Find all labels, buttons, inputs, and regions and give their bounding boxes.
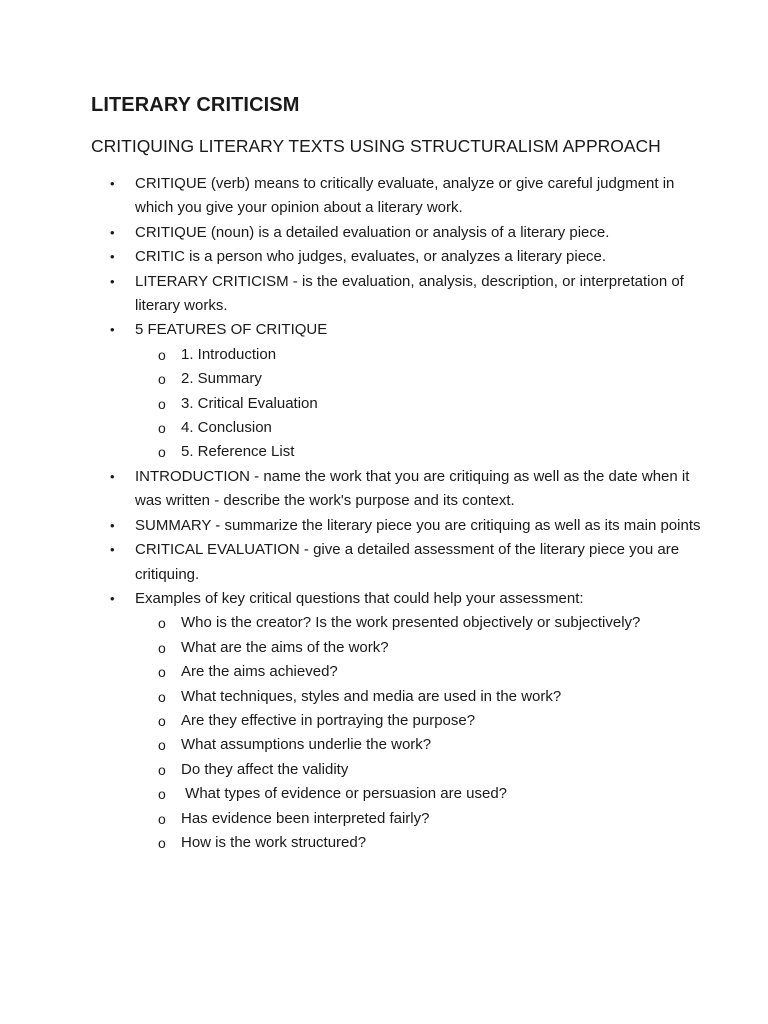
list-item-text: CRITIQUE (noun) is a detailed evaluation or analysis of a literary piece. <box>135 223 610 241</box>
circle-bullet-icon: o <box>158 420 166 437</box>
circle-bullet-icon: o <box>158 761 166 778</box>
sub-list-item-text: Who is the creator? Is the work presented objectively or subjectively? <box>181 614 641 632</box>
circle-bullet-icon: o <box>158 810 166 827</box>
circle-bullet-icon: o <box>158 371 166 388</box>
circle-bullet-icon: o <box>158 688 166 705</box>
sub-list-item <box>135 733 710 757</box>
bullet-icon: • <box>110 224 115 240</box>
circle-bullet-icon: o <box>158 444 166 461</box>
bullet-icon: • <box>110 542 115 558</box>
bullet-icon: • <box>110 273 115 289</box>
sub-list-item <box>135 636 710 660</box>
list-item <box>110 465 710 514</box>
sub-list-item-text: Do they affect the validity <box>181 760 349 778</box>
sub-list-item-text: What techniques, styles and media are used in the work? <box>181 687 562 705</box>
sub-list-item <box>135 758 710 782</box>
sub-list-item-text: What assumptions underlie the work? <box>181 736 432 754</box>
sub-list-item-text: 3. Critical Evaluation <box>181 394 318 412</box>
circle-bullet-icon: o <box>158 786 166 803</box>
list-item <box>110 221 710 245</box>
list-item-text: INTRODUCTION - name the work that you are critiquing as well as the date when it was written - describe the work's purpose and its context. <box>135 467 690 510</box>
sub-list-item <box>135 807 710 831</box>
sub-list-item-text: 1. Introduction <box>181 345 277 363</box>
sub-list-item <box>135 416 710 440</box>
list-item-text: Examples of key critical questions that could help your assessment: <box>135 589 584 607</box>
sub-list-item-text: 5. Reference List <box>181 443 295 461</box>
bullet-list <box>110 172 710 855</box>
sub-list-item-text: 4. Conclusion <box>181 419 272 437</box>
document-body <box>110 172 710 855</box>
list-item-text: LITERARY CRITICISM - is the evaluation, analysis, description, or interpretation of literary works. <box>135 272 684 315</box>
circle-bullet-icon: o <box>158 615 166 632</box>
sub-list-item <box>135 685 710 709</box>
sub-list-item <box>135 709 710 733</box>
sub-list-item-text: Are they effective in portraying the purpose? <box>181 711 476 729</box>
list-item <box>110 245 710 269</box>
bullet-icon: • <box>110 517 115 533</box>
sub-list-item <box>135 367 710 391</box>
circle-bullet-icon: o <box>158 395 166 412</box>
circle-bullet-icon: o <box>158 737 166 754</box>
list-item-text: SUMMARY - summarize the literary piece you are critiquing as well as its main points <box>135 516 701 534</box>
list-item <box>110 318 710 464</box>
circle-bullet-icon: o <box>158 712 166 729</box>
list-item <box>110 270 710 319</box>
circle-bullet-icon: o <box>158 664 166 681</box>
sub-list <box>135 343 710 465</box>
bullet-icon: • <box>110 249 115 265</box>
sub-list-item-text: What are the aims of the work? <box>181 638 389 656</box>
list-item-text: 5 FEATURES OF CRITIQUE <box>135 321 328 339</box>
page-subtitle: CRITIQUING LITERARY TEXTS USING STRUCTURALISM APPROACH <box>91 136 661 156</box>
bullet-icon: • <box>110 176 115 191</box>
sub-list <box>135 611 710 855</box>
page-title: LITERARY CRITICISM <box>91 94 300 116</box>
list-item-text: CRITICAL EVALUATION - give a detailed assessment of the literary piece you are critiquing. <box>135 541 680 583</box>
list-item <box>110 538 710 587</box>
sub-list-item <box>135 782 710 806</box>
sub-list-item-text: 2. Summary <box>181 370 262 388</box>
sub-list-item-text: What types of evidence or persuasion are used? <box>181 785 508 803</box>
sub-list-item <box>135 440 710 464</box>
circle-bullet-icon: o <box>158 346 166 363</box>
sub-list-item-text: How is the work structured? <box>181 833 367 851</box>
circle-bullet-icon: o <box>158 834 166 851</box>
sub-list-item-text: Has evidence been interpreted fairly? <box>181 809 430 827</box>
list-item <box>110 514 710 538</box>
sub-list-item <box>135 343 710 367</box>
list-item <box>110 172 710 221</box>
sub-list-item <box>135 660 710 684</box>
list-item-text: CRITIQUE (verb) means to critically evaluate, analyze or give careful judgment in which you give your opinion about a literary work. <box>135 175 675 217</box>
list-item <box>110 587 710 855</box>
circle-bullet-icon: o <box>158 639 166 656</box>
list-item-text: CRITIC is a person who judges, evaluates, or analyzes a literary piece. <box>135 248 607 266</box>
bullet-icon: • <box>110 590 115 606</box>
bullet-icon: • <box>110 468 115 484</box>
bullet-icon: • <box>110 322 115 338</box>
sub-list-item <box>135 611 710 635</box>
sub-list-item <box>135 392 710 416</box>
sub-list-item <box>135 831 710 855</box>
sub-list-item-text: Are the aims achieved? <box>181 663 338 681</box>
